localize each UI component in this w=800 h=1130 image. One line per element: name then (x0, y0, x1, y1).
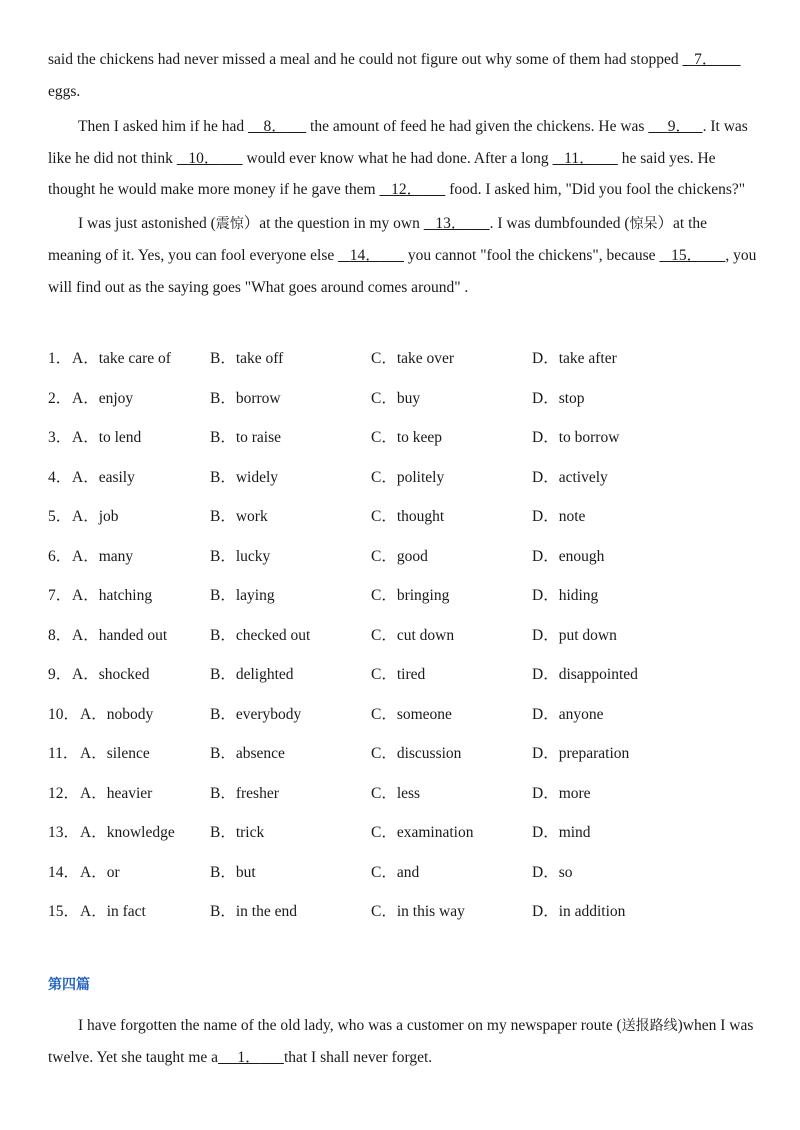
option-b: B．lucky (210, 547, 271, 565)
option-row (48, 502, 758, 542)
option-row (48, 621, 758, 661)
option-d: D．actively (532, 468, 608, 486)
text: would ever know what he had done. After a long (242, 149, 553, 167)
option-d: D．preparation (532, 745, 630, 762)
blank-9: 9． (667, 118, 691, 135)
text: . It was like he did not think (48, 118, 748, 167)
option-c: C．cut down (371, 626, 455, 644)
text: the amount of feed he had given the chickens. He was (306, 118, 649, 135)
option-d: D．anyone (532, 705, 604, 723)
passage-continued (48, 44, 758, 303)
option-d: D．enough (532, 547, 605, 565)
option-c: C．take over (371, 350, 455, 367)
option-row (48, 463, 758, 503)
option-row (48, 542, 758, 582)
question-number: 1． (48, 350, 72, 367)
option-b: B．work (210, 508, 268, 525)
option-a: A．shocked (72, 666, 150, 683)
option-a: A．easily (72, 468, 135, 486)
blank-10: 10． (188, 149, 220, 167)
option-a: A．or (80, 863, 120, 881)
paragraph-4 (48, 1010, 758, 1074)
option-d: D．note (532, 508, 586, 525)
option-b: B．but (210, 863, 256, 881)
blank-12: 12． (391, 181, 423, 198)
option-b: B．checked out (210, 626, 311, 644)
text: he said yes. He thought he would make more money if he gave them (48, 149, 716, 198)
option-c: C．bringing (371, 587, 450, 604)
blank-14: 14． (349, 247, 381, 264)
chinese-gloss: 震惊 (215, 215, 244, 232)
paragraph-3 (48, 208, 758, 304)
option-c: C．buy (371, 389, 421, 407)
section-title: 第四篇 (48, 977, 90, 993)
option-a: A．to lend (72, 429, 142, 446)
option-row (48, 660, 758, 700)
option-d: D．so (532, 863, 573, 881)
paragraph-2 (48, 111, 758, 206)
option-row (48, 779, 758, 819)
text: that I shall never forget. (283, 1049, 433, 1066)
option-a: A．handed out (72, 626, 168, 644)
option-a: A．heavier (80, 784, 153, 802)
text: eggs. (48, 82, 81, 100)
option-b: B．absence (210, 745, 285, 762)
option-a: A．job (72, 508, 119, 525)
option-row (48, 818, 758, 858)
blank-13: 13． (435, 214, 467, 232)
option-d: D．disappointed (532, 666, 638, 683)
option-d: D．put down (532, 626, 617, 644)
text: ）at the meaning of it. Yes, you can fool everyone else (48, 214, 708, 264)
option-row (48, 344, 758, 384)
option-d: D．stop (532, 389, 585, 407)
question-number: 14． (48, 863, 80, 881)
chinese-gloss: 送报路线 (621, 1018, 678, 1034)
option-a: A．knowledge (80, 824, 175, 841)
option-a: A．many (72, 547, 134, 565)
question-number: 4． (48, 468, 72, 486)
option-a: A．in fact (80, 903, 146, 920)
option-d: D．hiding (532, 587, 599, 604)
option-d: D．in addition (532, 903, 626, 920)
blank-7: 7． (694, 51, 718, 68)
question-number: 15． (48, 903, 80, 920)
option-b: B．take off (210, 350, 284, 367)
blank-11: 11． (564, 149, 595, 167)
option-b: B．trick (210, 824, 265, 841)
option-a: A．nobody (80, 705, 154, 723)
option-c: C．and (371, 863, 420, 881)
chinese-gloss: 惊呆 (629, 215, 658, 232)
question-number: 13． (48, 824, 80, 841)
option-a: A．silence (80, 745, 150, 762)
option-d: D．mind (532, 824, 591, 841)
option-b: B．borrow (210, 389, 281, 407)
text: food. I asked him, "Did you fool the chickens?" (445, 181, 746, 198)
question-number: 5． (48, 508, 72, 525)
text: said the chickens had never missed a meal and he could not figure out why some of them had stopped (48, 51, 683, 68)
blank-8: 8． (263, 118, 287, 135)
option-c: C．examination (371, 824, 474, 841)
option-b: B．fresher (210, 784, 279, 802)
blank-15: 15． (671, 247, 703, 264)
option-b: B．everybody (210, 705, 302, 723)
question-number: 7． (48, 587, 72, 604)
option-b: B．in the end (210, 903, 297, 920)
option-c: C．discussion (371, 745, 462, 762)
text: you cannot "fool the chickens", because (404, 247, 660, 264)
option-d: D．take after (532, 350, 617, 367)
option-d: D．to borrow (532, 429, 620, 446)
option-d: D．more (532, 784, 591, 802)
question-number: 11． (48, 745, 79, 762)
option-row (48, 700, 758, 740)
text: I was just astonished ( (78, 214, 216, 232)
option-row (48, 739, 758, 779)
paragraph-1 (48, 44, 758, 107)
question-number: 3． (48, 429, 72, 446)
question-number: 6． (48, 547, 72, 565)
option-row (48, 581, 758, 621)
text: , you will find out as the saying goes "What goes around comes around" . (48, 247, 757, 296)
option-c: C．in this way (371, 903, 465, 920)
option-c: C．less (371, 784, 421, 802)
option-b: B．delighted (210, 666, 294, 683)
question-number: 9． (48, 666, 72, 683)
option-row (48, 423, 758, 463)
option-c: C．to keep (371, 429, 443, 446)
option-c: C．politely (371, 468, 445, 486)
option-row (48, 858, 758, 898)
blank-1: 1． (237, 1049, 261, 1066)
text: . I was dumbfounded ( (489, 214, 630, 232)
text: I have forgotten the name of the old lady, who was a customer on my newspaper route ( (78, 1017, 622, 1034)
text: Then I asked him if he had (78, 118, 249, 135)
option-a: A．take care of (72, 350, 171, 367)
question-number: 2． (48, 389, 72, 407)
option-row (48, 897, 758, 937)
option-a: A．hatching (72, 587, 153, 604)
question-number: 12． (48, 784, 80, 802)
option-c: C．someone (371, 705, 452, 723)
text: ）at the question in my own (243, 214, 424, 232)
option-c: C．good (371, 547, 428, 565)
option-c: C．tired (371, 666, 426, 683)
option-b: B．laying (210, 587, 275, 604)
option-a: A．enjoy (72, 389, 134, 407)
option-b: B．to raise (210, 429, 282, 446)
option-b: B．widely (210, 468, 279, 486)
question-number: 8． (48, 626, 72, 644)
text: )when I was twelve. Yet she taught me a (48, 1017, 754, 1066)
option-c: C．thought (371, 508, 445, 525)
question-number: 10． (48, 705, 80, 723)
answer-options (48, 344, 758, 937)
option-row (48, 384, 758, 424)
